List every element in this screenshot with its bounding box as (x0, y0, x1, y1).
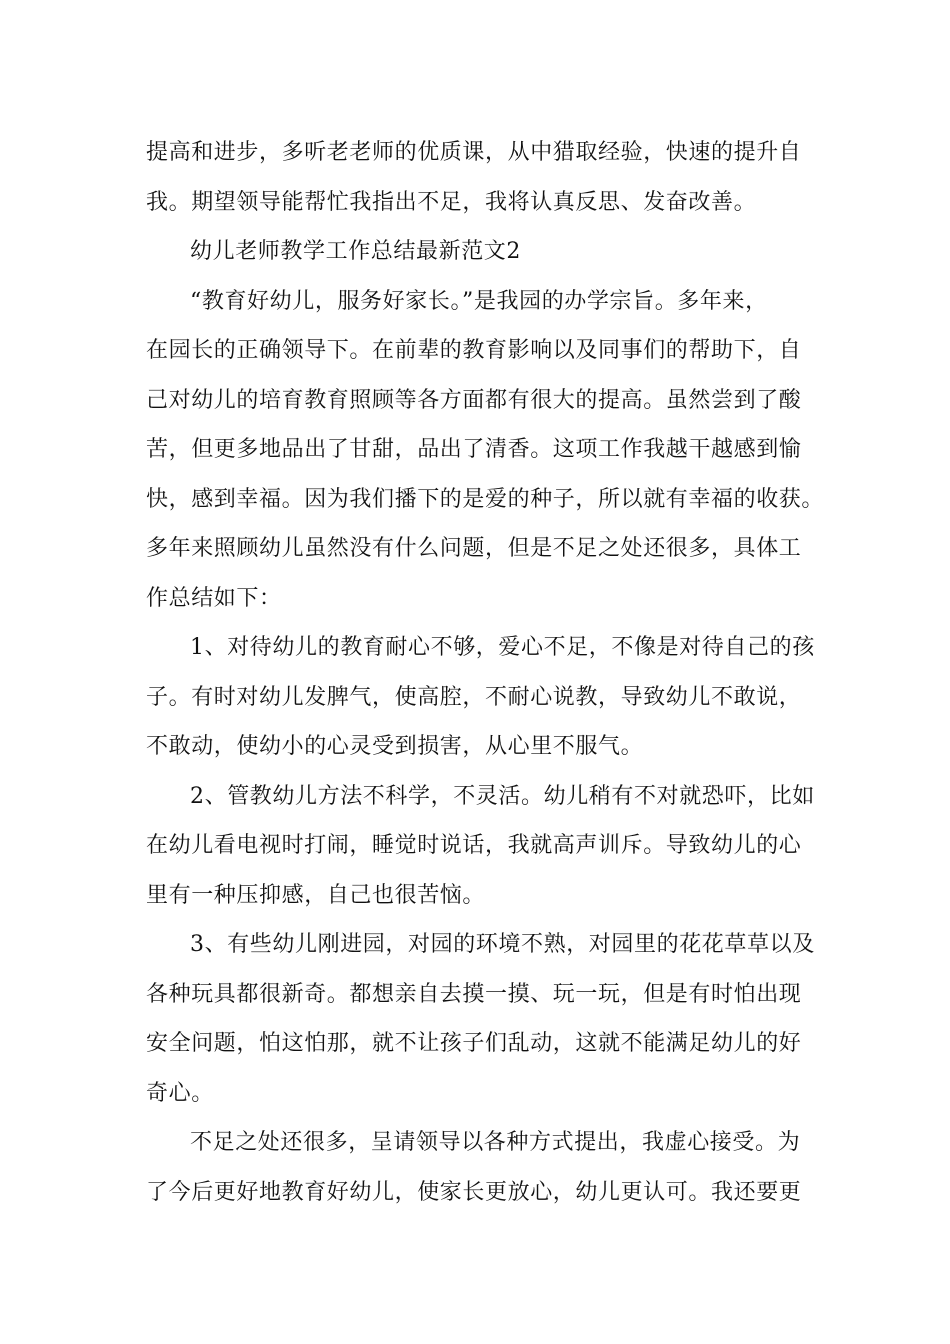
text-line: 多年来照顾幼儿虽然没有什么问题，但是不足之处还很多，具体工 (146, 536, 802, 561)
text-line: 己对幼儿的培育教育照顾等各方面都有很大的提高。虽然尝到了酸 (146, 387, 802, 413)
text-line: 了今后更好地教育好幼儿，使家长更放心，幼儿更认可。我还要更 (146, 1179, 802, 1205)
list-item: 3、有些幼儿刚进园，对园的环境不熟，对园里的花花草草以及 (190, 932, 815, 957)
section-heading: 幼儿老师教学工作总结最新范文2 (190, 239, 521, 264)
text-line: “教育好幼儿，服务好家长。”是我园的办学宗旨。多年来， (190, 288, 768, 314)
text-line: 我。期望领导能帮忙我指出不足，我将认真反思、发奋改善。 (146, 189, 757, 215)
document-body (146, 128, 825, 1217)
text-line: 苦，但更多地品出了甘甜，品出了清香。这项工作我越干越感到愉 (146, 437, 802, 462)
text-line: 不足之处还很多，呈请领导以各种方式提出，我虚心接受。为 (190, 1130, 801, 1155)
list-item: 2、管教幼儿方法不科学，不灵活。幼儿稍有不对就恐吓，比如 (190, 783, 815, 809)
text-line: 提高和进步，多听老老师的优质课，从中猎取经验，快速的提升自 (146, 140, 802, 165)
text-line: 奇心。 (146, 1080, 214, 1106)
text-line: 作总结如下： (146, 585, 282, 611)
text-line: 各种玩具都很新奇。都想亲自去摸一摸、玩一玩，但是有时怕出现 (146, 981, 802, 1007)
text-line: 不敢动，使幼小的心灵受到损害，从心里不服气。 (146, 734, 644, 759)
text-line: 快，感到幸福。因为我们播下的是爱的种子，所以就有幸福的收获。 (146, 486, 825, 512)
text-line: 在幼儿看电视时打闹，睡觉时说话，我就高声训斥。导致幼儿的心 (146, 833, 802, 858)
text-line: 安全问题，怕这怕那，就不让孩子们乱动，这就不能满足幼儿的好 (146, 1031, 802, 1056)
text-line: 里有一种压抑感，自己也很苦恼。 (146, 882, 486, 908)
text-line: 在园长的正确领导下。在前辈的教育影响以及同事们的帮助下，自 (146, 338, 802, 363)
text-line: 子。有时对幼儿发脾气，使高腔，不耐心说教，导致幼儿不敢说， (146, 684, 802, 710)
list-item: 1、对待幼儿的教育耐心不够，爱心不足，不像是对待自己的孩 (190, 635, 815, 660)
